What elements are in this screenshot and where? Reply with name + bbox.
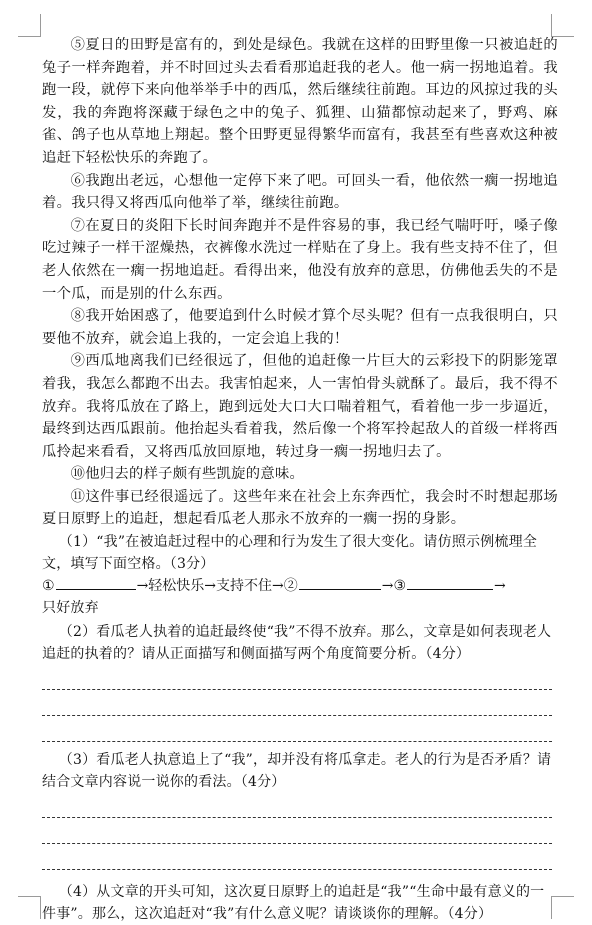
flow-marker-1: ① xyxy=(42,578,55,595)
question-3 xyxy=(42,749,558,871)
answer-line[interactable] xyxy=(42,741,552,743)
flow-middle: →轻松快乐→支持不住→② xyxy=(136,578,298,595)
question-4-text: （4）从文章的开头可知，这次夏日原野上的追赶是“我”“生命中最有意义的一件事”。那么，这次追赶对“我”有什么意义呢？请谈谈你的理解。（4分） xyxy=(42,884,545,923)
paragraph-10: ⑩他归去的样子颇有些凯旋的意味。 xyxy=(70,466,305,483)
question-3-text: （3）看瓜老人执意追上了“我”，却并没有将瓜拿走。老人的行为是否矛盾？请结合文章内容说一说你的看法。（4分） xyxy=(42,752,552,791)
answer-blank-3[interactable] xyxy=(407,575,493,590)
crop-mark-bottom-left xyxy=(18,896,41,919)
paragraph-8: ⑧我开始困惑了，他要追到什么时候才算个尽头呢？但有一点我很明白，只要他不放弃，就会追上我的，一定会追上我的！ xyxy=(42,308,558,347)
paragraph-7: ⑦在夏日的炎阳下长时间奔跑并不是件容易的事，我已经气喘吁吁，嗓子像吃过辣子一样干涩燥热，衣裤像水洗过一样贴在了身上。我有些支持不住了，但老人依然在一瘸一拐地追赶。看得出来，他没有放弃的意思，仿佛他丢失的不是一个瓜，而是别的什么东西。 xyxy=(42,217,558,302)
crop-mark-top-left xyxy=(18,14,41,37)
flow-end-text: 只好放弃 xyxy=(42,600,99,617)
question-2-text: （2）看瓜老人执着的追赶最终使“我”不得不放弃。那么，文章是如何表现老人追赶的执着的？请从正面描写和侧面描写两个角度简要分析。（4分） xyxy=(42,624,552,663)
answer-blank-2[interactable] xyxy=(299,575,381,590)
question-1-text: （1）“我”在被追赶过程中的心理和行为发生了很大变化。请仿照示例梳理全文，填写下面空格。（3分） xyxy=(42,534,538,573)
question-1-flow xyxy=(42,575,558,597)
flow-arrow-end: → xyxy=(494,578,506,595)
answer-blank-1[interactable] xyxy=(56,575,136,590)
paragraph-11: ⑪这件事已经很遥远了。这些年来在社会上东奔西忙，我会时不时想起那场夏日原野上的追赶，想起看瓜老人那永不放弃的一瘸一拐的身影。 xyxy=(42,488,558,528)
paragraph-6: ⑥我跑出老远，心想他一定停下来了吧。可回头一看，他依然一瘸一拐地追着。我只得又将西瓜向他举了举，继续往前跑。 xyxy=(42,172,558,212)
paragraph-5: ⑤夏日的田野是富有的，到处是绿色。我就在这样的田野里像一只被追赶的兔子一样奔跑着，并不时回过头去看看那追赶我的老人。他一病一拐地追着。我跑一段，就停下来向他举举手中的西瓜，然后继续往前跑。耳边的风掠过我的头发，我的奔跑将深藏于绿色之中的兔子、狐狸、山猫都惊动起来了，野鸡、麻雀、鸽子也从草地上翔起。整个田野更显得繁华而富有，我甚至有些喜欢这种被追赶下轻松快乐的奔跑了。 xyxy=(42,37,558,166)
question-4 xyxy=(42,881,558,925)
reading-passage xyxy=(42,34,558,925)
question-2 xyxy=(42,621,558,743)
question-1 xyxy=(42,531,558,619)
paragraph-9: ⑨西瓜地离我们已经很远了，但他的追赶像一片巨大的云彩投下的阴影笼罩着我，我怎么都跑不出去。我害怕起来，人一害怕骨头就酥了。最后，我不得不放弃。我将瓜放在了路上，跑到远处大口大口喘着粗气，看着他一步一步逼近，最终到达西瓜跟前。他抬起头看着我，然后像一个将军拎起敌人的首级一样将西瓜拎起来看看，又将西瓜放回原地，转过身一瘸一拐地归去了。 xyxy=(42,353,558,460)
flow-marker-3: →③ xyxy=(381,578,407,595)
answer-line[interactable] xyxy=(42,869,552,871)
